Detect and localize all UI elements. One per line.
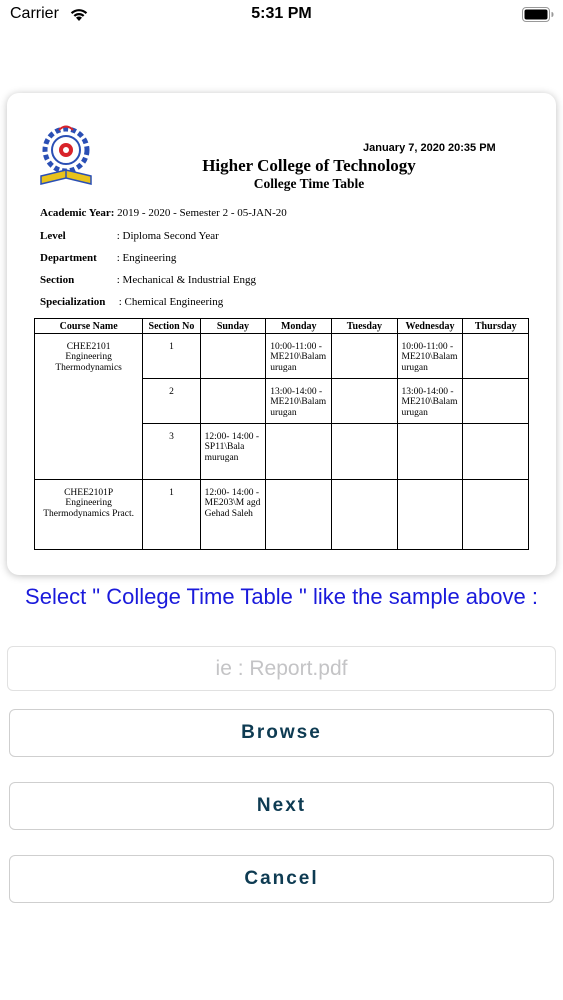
thursday-cell xyxy=(463,480,529,550)
tuesday-cell xyxy=(332,334,397,379)
course-cell xyxy=(35,480,143,550)
sunday-cell xyxy=(200,379,266,424)
document-title: Higher College of Technology xyxy=(202,156,416,175)
next-button[interactable]: Next xyxy=(9,782,554,830)
col-monday: Monday xyxy=(266,319,332,334)
section-cell: 2 xyxy=(143,379,200,424)
course-name: Engineering Thermodynamics Pract. xyxy=(43,498,134,519)
wednesday-cell xyxy=(397,424,463,480)
timetable-header-row xyxy=(35,319,529,334)
tuesday-cell xyxy=(332,424,397,480)
wednesday-cell: 13:00-14:00 - ME210\Balam urugan xyxy=(397,379,463,424)
instruction-text: Select " College Time Table " like the sample above : xyxy=(25,584,538,609)
battery-icon xyxy=(522,7,554,22)
department-label: Department xyxy=(40,252,97,264)
monday-cell xyxy=(266,480,332,550)
course-code: CHEE2101 xyxy=(66,342,111,352)
thursday-cell xyxy=(463,424,529,480)
thursday-cell xyxy=(463,334,529,379)
table-row xyxy=(35,480,529,550)
section-line xyxy=(40,274,256,286)
level-value: : Diploma Second Year xyxy=(116,230,219,242)
course-name: Engineering Thermodynamics xyxy=(55,352,122,373)
wednesday-cell xyxy=(397,480,463,550)
carrier-label: Carrier xyxy=(10,5,59,22)
specialization-label: Specialization xyxy=(40,296,106,308)
section-value: : Mechanical & Industrial Engg xyxy=(116,274,257,286)
status-bar xyxy=(0,0,563,30)
section-label: Section xyxy=(40,274,75,286)
file-name-input[interactable] xyxy=(7,646,556,691)
academic-year-line xyxy=(40,207,287,219)
sample-document xyxy=(7,93,556,575)
course-code: CHEE2101P xyxy=(64,488,114,498)
col-wednesday: Wednesday xyxy=(397,319,463,334)
academic-year-label: Academic Year: xyxy=(40,207,115,219)
monday-cell xyxy=(266,424,332,480)
document-date: January 7, 2020 20:35 PM xyxy=(363,142,496,154)
section-cell: 3 xyxy=(143,424,200,480)
section-cell: 1 xyxy=(143,480,200,550)
specialization-value: : Chemical Engineering xyxy=(118,296,224,308)
department-value: : Engineering xyxy=(116,252,177,264)
sunday-cell: 12:00- 14:00 - SP11\Bala murugan xyxy=(200,424,266,480)
col-tuesday: Tuesday xyxy=(332,319,397,334)
course-cell xyxy=(35,334,143,480)
sunday-cell: 12:00- 14:00 - ME203\M agd Gehad Saleh xyxy=(200,480,266,550)
table-row xyxy=(35,334,529,379)
timetable xyxy=(34,318,529,550)
col-thursday: Thursday xyxy=(463,319,529,334)
sample-preview-card xyxy=(7,93,556,575)
academic-year-value: 2019 - 2020 - Semester 2 - 05-JAN-20 xyxy=(117,207,287,219)
section-cell: 1 xyxy=(143,334,200,379)
monday-cell: 13:00-14:00 - ME210\Balam urugan xyxy=(266,379,332,424)
document-subtitle: College Time Table xyxy=(253,176,365,191)
sunday-cell xyxy=(200,334,266,379)
col-section-no: Section No xyxy=(143,319,200,334)
tuesday-cell xyxy=(332,480,397,550)
col-course-name: Course Name xyxy=(35,319,143,334)
clock: 5:31 PM xyxy=(251,5,312,22)
level-label: Level xyxy=(40,230,66,242)
wednesday-cell: 10:00-11:00 - ME210\Balam urugan xyxy=(397,334,463,379)
tuesday-cell xyxy=(332,379,397,424)
specialization-line xyxy=(40,296,223,308)
department-line xyxy=(40,252,176,264)
col-sunday: Sunday xyxy=(200,319,266,334)
monday-cell: 10:00-11:00 - ME210\Balam urugan xyxy=(266,334,332,379)
cancel-button[interactable]: Cancel xyxy=(9,855,554,903)
thursday-cell xyxy=(463,379,529,424)
level-line xyxy=(40,230,219,242)
browse-button[interactable]: Browse xyxy=(9,709,554,757)
